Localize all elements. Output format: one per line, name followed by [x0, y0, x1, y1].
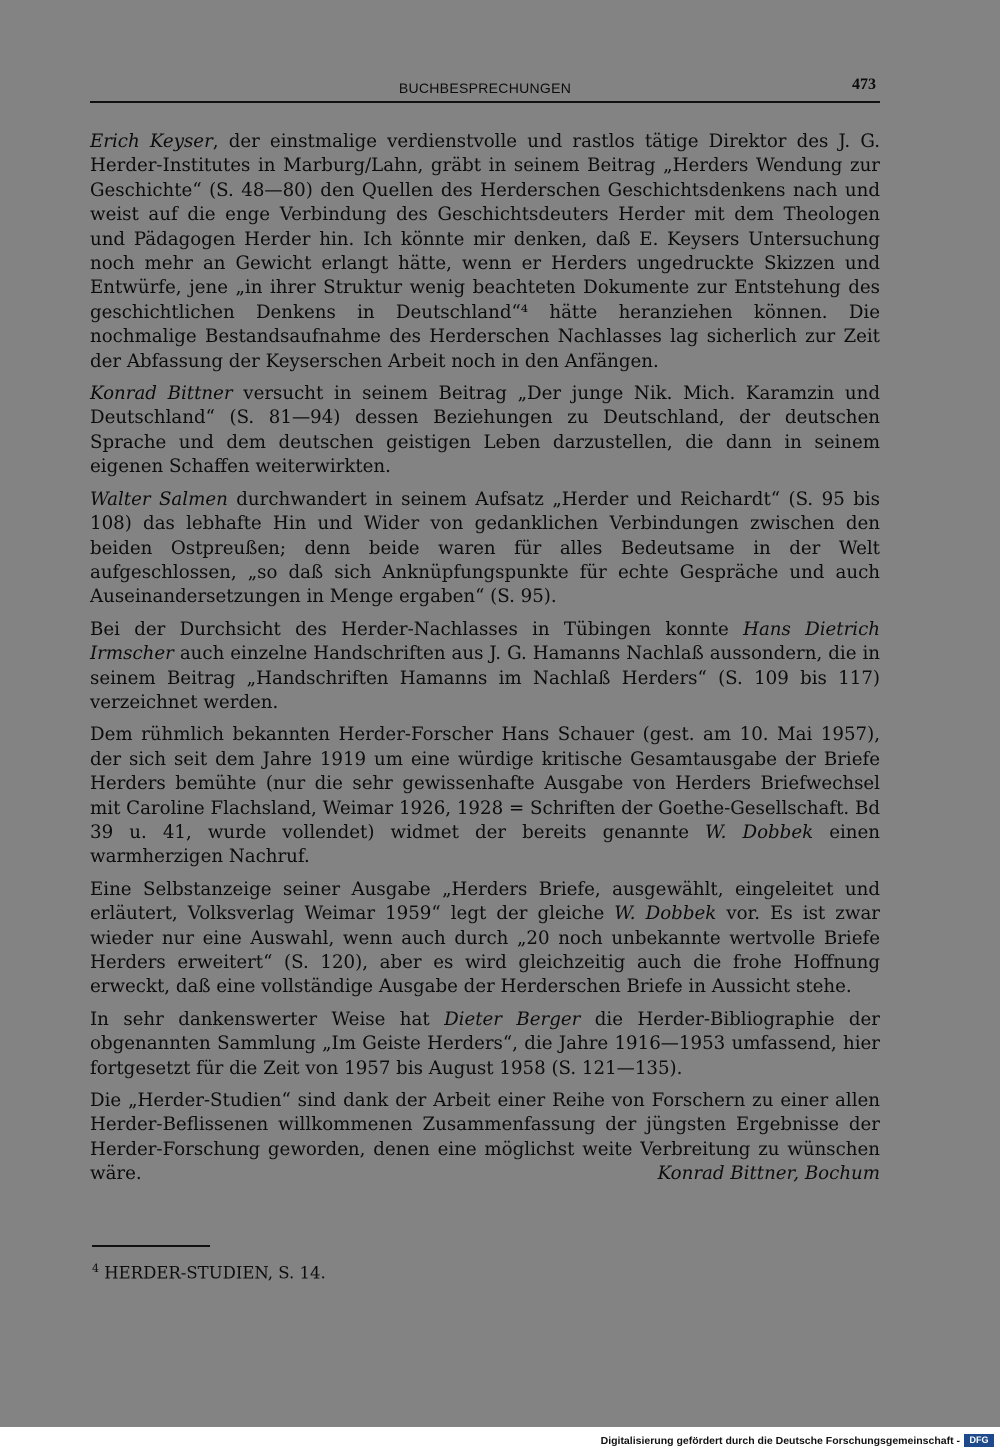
author-name: Dieter Berger — [444, 1008, 581, 1030]
text-run: versucht in seinem Beitrag „Der junge Nik. Mich. Karamzin und Deutschland“ (S. 81—94) dessen Beziehungen zu Deutschland, der deutschen Sprache und dem deutschen geistigen Leben darzustellen, die dann in seinem eigenen Schaffen weiterwirkten. — [90, 383, 880, 478]
text-run: vor. Es ist zwar wieder nur eine Auswahl, wenn auch durch „20 noch unbekannte wertvolle Briefe Herders erweitert“ (S. 120), aber es wird gleichzeitig auch die frohe Hoffnung erweckt, daß eine vollständige Ausgabe der Herderschen Briefe in Aussicht stehe. — [90, 903, 880, 998]
paragraph-3 — [90, 488, 880, 610]
footnote — [92, 1262, 326, 1283]
paragraph-7 — [90, 1008, 880, 1081]
footnote-mark: 4 — [92, 1262, 99, 1275]
paragraph-1 — [90, 130, 880, 374]
footnote-text: HERDER-STUDIEN, S. 14. — [104, 1263, 326, 1283]
author-name: Walter Salmen — [90, 488, 228, 510]
header-rule — [90, 101, 880, 103]
paragraph-8 — [90, 1089, 880, 1187]
page-number: 473 — [852, 76, 876, 93]
author-name: Konrad Bittner — [90, 383, 233, 405]
paragraph-2 — [90, 382, 880, 480]
text-run: durchwandert in seinem Aufsatz „Herder und Reichardt“ (S. 95 bis 108) das lebhafte Hin und Wider von gedanklichen Verbindungen zwischen den beiden Ostpreußen; denn beide waren für alles Bedeutsame in der Welt aufgeschlossen, „so daß sich Anknüpfungspunkte für echte Gespräche und auch Auseinandersetzungen in Menge ergaben“ (S. 95). — [90, 488, 880, 608]
text-run: In sehr dankenswerter Weise hat — [90, 1008, 445, 1030]
credit-bar — [0, 1427, 1000, 1451]
text-run: Bei der Durchsicht des Herder-Nachlasses in Tübingen konnte — [90, 618, 744, 640]
author-name: Hans Dietrich Irmscher — [90, 618, 880, 665]
footnote-rule — [92, 1245, 210, 1247]
author-name: W. Dobbek — [614, 903, 717, 925]
text-run: die Herder-Bibliographie der obgenannten Sammlung „Im Geiste Herders“, die Jahre 1916—1953 umfassend, hier fortgesetzt für die Zeit von 1957 bis August 1958 (S. 121—135). — [90, 1008, 880, 1079]
review-signature: Konrad Bittner, Bochum — [657, 1163, 880, 1185]
text-run: , der einstmalige verdienstvolle und rastlos tätige Direktor des J. G. Herder-Institutes in Marburg/Lahn, gräbt in seinem Beitrag „Herders Wendung zur Geschichte“ (S. 48—80) den Quellen des Herderschen Geschichtsdenkens nach und weist auf die enge Verbindung des Geschichtsdeuters Herder mit dem Theologen und Pädagogen Herder hin. Ich könnte mir denken, daß E. Keysers Untersuchung noch mehr an Gewicht erlangt hätte, wenn er Herders ungedruckte Skizzen und Entwürfe, jene „in ihrer Struktur wenig beachteten Dokumente zur Entstehung des geschichtlichen Denkens in Deutschland“⁴ hätte heranziehen können. Die nochmalige Bestandsaufnahme des Herderschen Nachlasses lag sicherlich zur Zeit der Abfassung der Keyserschen Arbeit noch in den Anfängen. — [90, 131, 880, 372]
paragraph-5 — [90, 723, 880, 869]
paragraph-4 — [90, 618, 880, 716]
running-head: BUCHBESPRECHUNGEN — [398, 80, 572, 96]
paragraph-6 — [90, 878, 880, 1000]
author-name: W. Dobbek — [705, 821, 814, 843]
page-header — [90, 76, 880, 102]
text-run: auch einzelne Handschriften aus J. G. Hamanns Nachlaß aussondern, die in seinem Beitrag „Handschriften Hamanns im Nachlaß Herders“ (S. 109 bis 117) verzeichnet werden. — [90, 643, 880, 713]
text-run: Eine Selbstanzeige seiner Ausgabe „Herders Briefe, ausgewählt, eingeleitet und erläutert, Volksverlag Weimar 1959“ legt der gleiche — [90, 878, 880, 925]
review-body — [90, 130, 880, 1195]
text-run: Die „Herder-Studien“ sind dank der Arbeit einer Reihe von Forschern zu einer allen Herder-Beflissenen willkommenen Zusammenfassung der jüngsten Ergebnisse der Herder-Forschung geworden, denen eine möglichst weite Verbreitung zu wünschen wäre. — [90, 1090, 880, 1185]
digitization-credit: Digitalisierung gefördert durch die Deutsche Forschungsgemeinschaft - — [600, 1435, 960, 1447]
author-name: Erich Keyser — [90, 131, 213, 152]
dfg-logo: DFG — [964, 1434, 994, 1447]
text-run: einen warmherzigen Nachruf. — [90, 821, 880, 868]
text-run: Dem rühmlich bekannten Herder-Forscher Hans Schauer (gest. am 10. Mai 1957), der sich seit dem Jahre 1919 um eine würdige kritische Gesamtausgabe der Briefe Herders bemühte (nur die sehr gewissenhafte Ausgabe von Herders Briefwechsel mit Caroline Flachsland, Weimar 1926, 1928 = Schriften der Goethe-Gesellschaft. Bd 39 u. 41, wurde vollendet) widmet der bereits genannte — [90, 724, 880, 843]
